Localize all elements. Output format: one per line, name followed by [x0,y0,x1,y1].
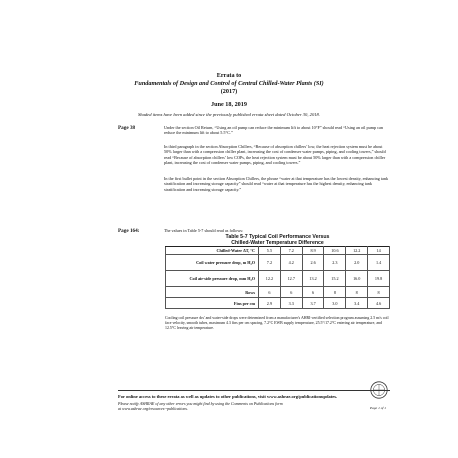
table-cell: 4.6 [368,298,390,309]
table-cell: 1.4 [368,255,390,271]
table-cell: 19.8 [368,271,390,287]
table-cell: 8 [324,287,346,298]
table-row [166,271,390,287]
footer-notify-line2: at www.ashrae.org/resources--publications. [118,406,188,411]
table-cell: 12.2 [259,271,281,287]
table-cell: 3.3 [280,298,302,309]
section-label-page-38: Page 38 [118,125,136,131]
section-label-page-164: Page 164: [118,228,140,234]
table-cell: 8 [368,287,390,298]
table-row-label: Rows [166,287,259,298]
table-cell: 15.2 [324,271,346,287]
table-cell: 8.9 [302,247,324,255]
table-cell: 14 [368,247,390,255]
title-errata-to: Errata to [216,72,242,79]
erratum-oil-return: Under the section Oil Return, “Using an oil pump can reduce the minimum lift to about 10°F” should read “Using an oil pump can reduce the minimum lift to about 5.5°C.” [164,125,383,136]
shaded-items-note: Shaded items have been added since the previously published errata sheet dated October 30, 2018. [137,112,320,117]
footer-online-access: For online access to these errata as well as updates to other publications, visit www.ashrae.org/publicationupdates. [118,394,338,399]
table-cell: 7.2 [280,247,302,255]
table-cell: 12.2 [346,247,368,255]
footer-rule [118,390,390,391]
table-row-label: Coil air-side pressure drop, mm H₂O [166,271,259,287]
page-number: Page 1 of 1 [370,406,387,410]
table-cell: 10.6 [324,247,346,255]
table-cell: 7.2 [259,255,281,271]
title-book: Fundamentals of Design and Control of Central Chilled-Water Plants (SI) [134,80,324,87]
table-cell: 12.7 [280,271,302,287]
coil-performance-table [165,246,390,309]
table-row-label: Coil water pressure drop, m H₂O [166,255,259,271]
table-cell: 3.0 [324,298,346,309]
table-title-line1: Table 5-7 Typical Coil Performance Versus [225,234,330,240]
table-cell: 6 [280,287,302,298]
table-cell: 2.3 [324,255,346,271]
table-row-label: Chilled-Water ΔT, °C [166,247,259,255]
table-cell: 2.0 [346,255,368,271]
erratum-tank-density: In the first bullet point in the section Absorption Chillers, the phrase “water at that temperature has the lowest density, enhancing tank stratification and increasing storage capacity” should read “water at that temperature has the highest density, enhancing tank stratification and increasing storage capacity.” [164,176,389,192]
table-cell: 5.5 [259,247,281,255]
table-cell: 2.9 [259,298,281,309]
errata-date: June 18, 2019 [211,101,247,108]
table-cell: 16.0 [346,271,368,287]
table-cell: 2.6 [302,255,324,271]
footer-notify-line1: Please notify ASHRAE of any other errors you might find by using the Comments on Publications form [118,401,283,406]
erratum-absorption-cop: In third paragraph in the section Absorption Chillers, “Because of absorption chillers’ low, the heat rejection system must be about 50% larger than with a compression chiller plant, increasing the cost of condenser water pumps, piping, and cooling towers,” should read “Because of absorption chillers’ low COPs, the heat rejection system must be about 50% larger than with a compression chiller plant, increasing the cost of condenser water pumps, piping, and cooling towers.” [164,144,386,166]
table-row [166,247,390,255]
table-footnote: Cooling coil pressure drs' and water-side drops were determined from a manufacturer's AHRI-certified selection program assuming 2.5 m/s coil face velocity, smooth tubes, maximum 4.3 fins per cm spacing, 7.2°C EWB supply temperature, 25.5°/17.2°C entering air temperature, and 12.5°C leaving air temperature. [165,316,389,330]
table-cell: 3.7 [302,298,324,309]
table-cell: 3.4 [346,298,368,309]
table-row [166,287,390,298]
table-intro: The values in Table 5-7 should read as follows: [164,228,244,233]
table-row [166,298,390,309]
title-year: (2017) [220,88,238,95]
table-cell: 4.2 [280,255,302,271]
table-cell: 8 [346,287,368,298]
table-cell: 6 [302,287,324,298]
table-cell: 6 [259,287,281,298]
table-row-label: Fins per cm [166,298,259,309]
table-title-line2: Chilled-Water Temperature Difference [231,240,324,246]
table-cell: 13.2 [302,271,324,287]
table-row [166,255,390,271]
